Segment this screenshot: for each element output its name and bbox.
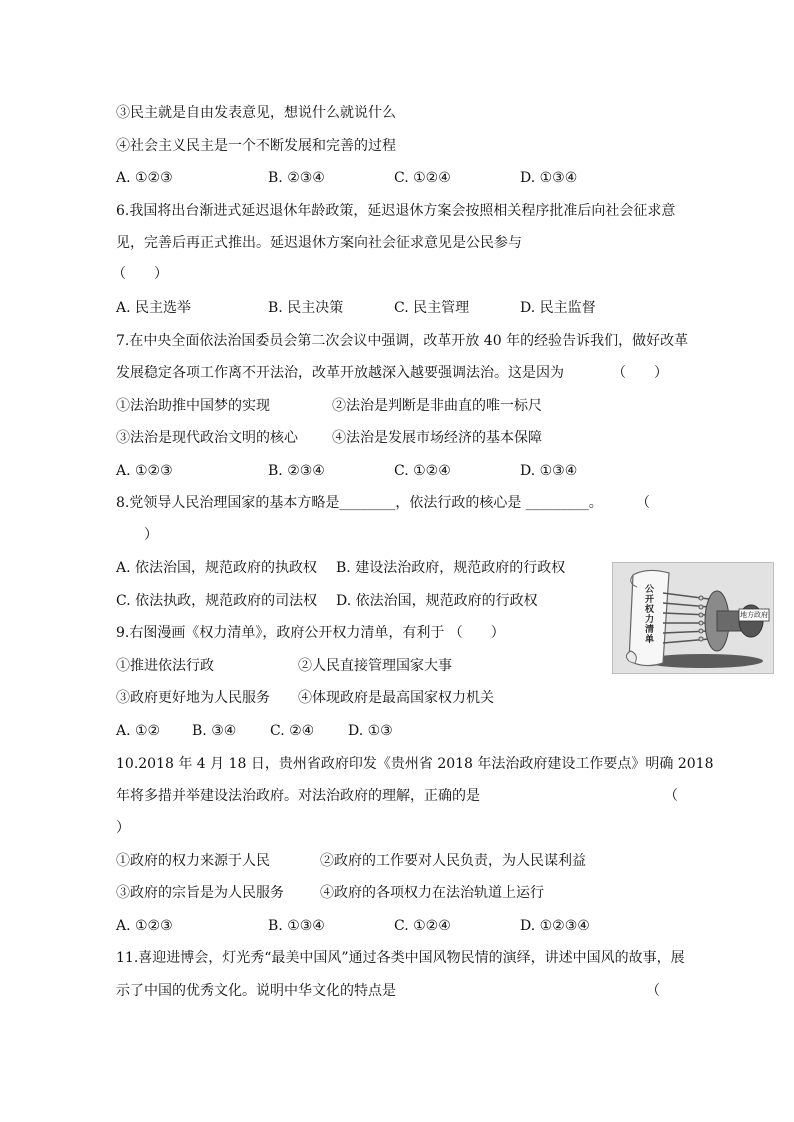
q7-statement-2: ②法治是判断是非曲直的唯一标尺 [332,398,542,414]
q10-statement-4: ④政府的各项权力在法治轨道上运行 [320,885,544,901]
q10-option-a[interactable]: A. ①②③ [116,918,173,934]
q7-statement-1: ①法治助推中国梦的实现 [116,398,270,414]
cartoon-scroll-label: 公开权力清单 [645,585,655,645]
q8-stem-line-1: 8.党领导人民治理国家的基本方略是________，依法行政的核心是 _________。 [116,495,603,511]
q7-stem-line-2: 发展稳定各项工作离不开法治，改革开放越深入越要强调法治。这是因为 [116,365,564,381]
q7-option-b[interactable]: B. ②③④ [268,463,325,479]
q7-option-a[interactable]: A. ①②③ [116,463,173,479]
q9-stem-line-1: 9.右图漫画《权力清单》，政府公开权力清单，有利于 （ ） [116,625,505,641]
q6-option-c[interactable]: C. 民主管理 [394,300,470,316]
q9-option-d[interactable]: D. ①③ [348,723,393,739]
q6-stem-line-1: 6.我国将出台渐进式延迟退休年龄政策，延迟退休方案会按照相关程序批准后向社会征求意 [116,203,676,219]
q10-paren-close: ） [116,820,130,836]
q10-statement-2: ②政府的工作要对人民负责，为人民谋利益 [320,853,586,869]
q7-statement-3: ③法治是现代政治文明的核心 [116,430,298,446]
q10-paren-open: （ [664,788,678,804]
q8-option-c[interactable]: C. 依法执政，规范政府的司法权 [116,593,318,609]
q9-option-a[interactable]: A. ①② [116,723,161,739]
q7-answer-paren: （ ） [612,365,668,381]
q9-statement-4: ④体现政府是最高国家权力机关 [298,690,494,706]
q8-option-b[interactable]: B. 建设法治政府，规范政府的行政权 [336,560,566,576]
q10-option-d[interactable]: D. ①②③④ [520,918,590,934]
q9-statement-3: ③政府更好地为人民服务 [116,690,270,706]
q10-option-b[interactable]: B. ①③④ [268,918,325,934]
q8-paren-open: （ [636,495,650,511]
q7-option-d[interactable]: D. ①③④ [520,463,578,479]
q6-option-d[interactable]: D. 民主监督 [520,300,596,316]
q8-option-a[interactable]: A. 依法治国，规范政府的执政权 [116,560,318,576]
q10-stem-line-1: 10.2018 年 4 月 18 日，贵州省政府印发《贵州省 2018 年法治政府建设工作要点》明确 2018 [116,756,714,772]
q9-option-b[interactable]: B. ③④ [192,723,237,739]
q5-option-a[interactable]: A. ①②③ [116,170,173,186]
cartoon-stamp-label: 地方政府 [740,611,768,619]
power-list-cartoon [612,562,774,674]
q6-answer-paren: （ ） [112,266,168,282]
q10-statement-1: ①政府的权力来源于人民 [116,853,270,869]
q11-paren-open: （ [646,983,660,999]
q8-paren-close: ） [144,527,158,543]
q11-stem-line-1: 11.喜迎进博会，灯光秀“最美中国风”通过各类中国风物民情的演绎，讲述中国风的故事，展 [116,950,685,966]
q6-stem-line-2: 见，完善后再正式推出。延迟退休方案向社会征求意见是公民参与 [116,235,522,251]
q9-option-c[interactable]: C. ②④ [270,723,315,739]
q10-statement-3: ③政府的宗旨是为人民服务 [116,885,284,901]
q6-option-a[interactable]: A. 民主选举 [116,300,192,316]
q5-option-d[interactable]: D. ①③④ [520,170,578,186]
q10-stem-line-2: 年将多措并举建设法治政府。对法治政府的理解，正确的是 [116,788,480,804]
q5-option-b[interactable]: B. ②③④ [268,170,325,186]
q7-stem-line-1: 7.在中央全面依法治国委员会第二次会议中强调，改革开放 40 年的经验告诉我们，做好改革 [116,333,689,349]
q11-stem-line-2: 示了中国的优秀文化。说明中华文化的特点是 [116,983,396,999]
q6-option-b[interactable]: B. 民主决策 [268,300,344,316]
q7-statement-4: ④法治是发展市场经济的基本保障 [332,430,542,446]
q8-option-d[interactable]: D. 依法治国，规范政府的行政权 [336,593,538,609]
q9-statement-2: ②人民直接管理国家大事 [298,658,452,674]
q10-option-c[interactable]: C. ①②④ [394,918,451,934]
q7-option-c[interactable]: C. ①②④ [394,463,451,479]
q5-statement-3: ③民主就是自由发表意见，想说什么就说什么 [116,105,396,121]
q5-statement-4: ④社会主义民主是一个不断发展和完善的过程 [116,138,396,154]
q9-statement-1: ①推进依法行政 [116,658,214,674]
q5-option-c[interactable]: C. ①②④ [394,170,451,186]
